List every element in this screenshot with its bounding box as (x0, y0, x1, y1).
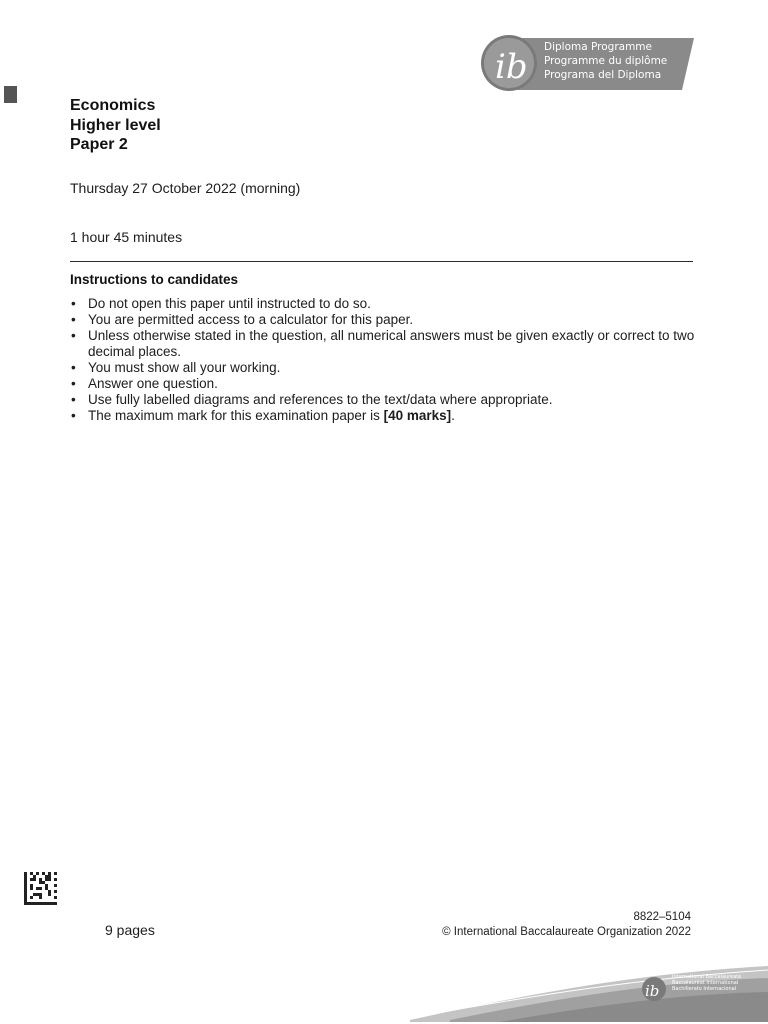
footer-logo-line-spanish: Bachillerato Internacional (672, 986, 737, 992)
instruction-text: Answer one question. (88, 376, 218, 391)
instruction-text: You must show all your working. (88, 360, 281, 375)
instruction-text: Unless otherwise stated in the question, all numerical answers must be given exactly or correct to two decimal places. (88, 328, 695, 359)
subject-title: Economics (70, 97, 156, 114)
bullet-icon: • (71, 360, 76, 375)
copyright-notice: © International Baccalaureate Organization 2022 (442, 926, 691, 938)
instructions-heading: Instructions to candidates (70, 272, 239, 287)
footer-logo-line-french: Baccalauréat International (672, 980, 739, 986)
exam-date: Thursday 27 October 2022 (morning) (70, 180, 301, 196)
max-mark-value: [40 marks] (383, 408, 452, 423)
exam-duration: 1 hour 45 minutes (70, 229, 183, 245)
datamatrix-barcode (24, 872, 57, 905)
bullet-icon: • (71, 296, 76, 311)
footer-logo-names (672, 974, 741, 992)
registration-mark (4, 86, 17, 103)
subject-block (70, 96, 161, 155)
logo-line-french: Programme du diplôme (544, 55, 668, 67)
instruction-item-max-mark (70, 408, 700, 424)
logo-programme-names (544, 40, 667, 82)
logo-line-spanish: Programa del Diploma (544, 69, 662, 81)
instruction-item (70, 360, 700, 376)
instruction-item (70, 392, 700, 408)
instruction-text: Do not open this paper until instructed to do so. (88, 296, 371, 311)
page-count: 9 pages (105, 922, 155, 938)
instructions-list (70, 296, 700, 424)
bullet-icon: • (71, 328, 76, 343)
bullet-icon: • (71, 376, 76, 391)
bullet-icon: • (71, 312, 76, 327)
svg-text:ib: ib (645, 982, 660, 1000)
logo-line-english: Diploma Programme (544, 41, 652, 53)
max-mark-text: The maximum mark for this examination paper is (88, 408, 384, 423)
instruction-item (70, 312, 700, 328)
instruction-text: Use fully labelled diagrams and references to the text/data where appropriate. (88, 392, 553, 407)
paper-code: 8822–5104 (633, 911, 691, 923)
svg-text:ib: ib (495, 47, 528, 87)
bullet-icon: • (71, 408, 76, 423)
instruction-text: You are permitted access to a calculator for this paper. (88, 312, 414, 327)
instruction-item (70, 296, 700, 312)
max-mark-suffix: . (451, 408, 455, 423)
footer-logo-line-english: International Baccalaureate (672, 974, 742, 980)
paper-number: Paper 2 (70, 136, 128, 153)
ib-diploma-logo (476, 34, 696, 92)
subject-level: Higher level (70, 116, 161, 134)
instruction-item (70, 328, 700, 360)
bullet-icon: • (71, 392, 76, 407)
ib-footer-logo (410, 956, 768, 1022)
instruction-item (70, 376, 700, 392)
divider-line (70, 261, 693, 262)
